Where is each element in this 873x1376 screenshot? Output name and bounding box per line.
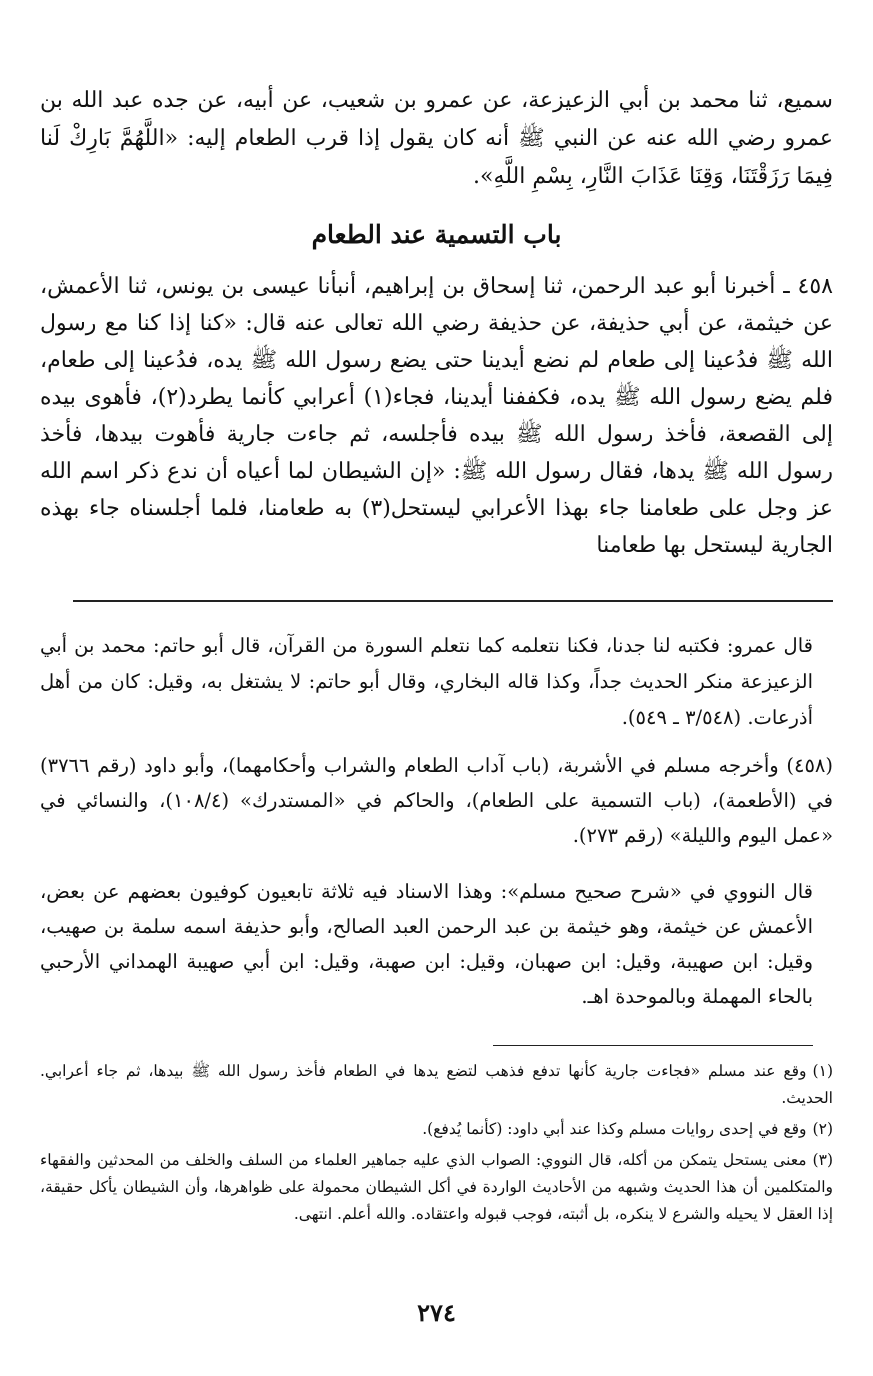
footnote-divider: [493, 1045, 813, 1046]
footnote-1: [40, 1058, 833, 1112]
hadith-paragraph: ٤٥٨ ـ أخبرنا أبو عبد الرحمن، ثنا إسحاق بن إبراهيم، أنبأنا عيسى بن يونس، ثنا الأعمش، عن خيثمة، عن أبي حذيفة، عن حذيفة رضي الله تعالى عنه قال: «كنا إذا كنا مع رسول الله ﷺ فدُعينا إلى طعام لم نضع أيدينا حتى يضع رسول الله ﷺ يده، فدُعينا إلى طعام، فلم يضع رسول الله ﷺ يده، فكففنا أيدينا، فجاء(١) أعرابي كأنما يطرد(٢)، فأهوى بيده إلى القصعة، فأخذ رسول الله ﷺ بيده فأجلسه، ثم جاءت جارية فأهوت بيدها، فأخذ رسول الله ﷺ يدها، فقال رسول الله ﷺ: «إن الشيطان لما أعياه أن ندع ذكر اسم الله عز وجل على طعامنا جاء بهذا الأعرابي ليستحل(٣) به طعامنا، فلما أجلسناه جاء بهذه الجارية ليستحل بها طعامنا: [40, 274, 834, 558]
footnote-text: وقع في إحدى روايات مسلم وكذا عند أبي داود: (كأنما يُدفع).: [422, 1120, 807, 1138]
footnote-number: (١): [812, 1062, 833, 1080]
footnote-text: وقع عند مسلم «فجاءت جارية كأنها تدفع فذهب لتضع يدها في الطعام فأخذ رسول الله ﷺ بيدها، ثم جاء أعرابي. الحديث.: [40, 1062, 833, 1107]
chapter-heading: باب التسمية عند الطعام: [311, 220, 562, 249]
footnote-number: (٣): [812, 1151, 833, 1169]
main-divider: [73, 600, 833, 602]
commentary-paragraph: قال عمرو: فكتبه لنا جدنا، فكنا نتعلمه كما نتعلم السورة من القرآن، قال أبو حاتم: محمد بن أبي الزعيزعة منكر الحديث جداً، وكذا قاله البخاري، وقال أبو حاتم: لا يشتغل به، وقيل: كان من أهل أذرعات. (٣/٥٤٨ ـ ٥٤٩).: [40, 634, 813, 729]
page-number: ٢٧٤: [417, 1298, 456, 1327]
takhrij-paragraph: (٤٥٨) وأخرجه مسلم في الأشربة، (باب آداب الطعام والشراب وأحكامهما)، وأبو داود (رقم ٣٧٦٦) في (الأطعمة)، (باب التسمية على الطعام)، والحاكم في «المستدرك» (١٠٨/٤)، والنسائي في «عمل اليوم والليلة» (رقم ٢٧٣).: [40, 754, 833, 847]
nawawi-paragraph: قال النووي في «شرح صحيح مسلم»: وهذا الاسناد فيه ثلاثة تابعيون كوفيون بعضهم عن بعض، الأعمش عن خيثمة، وهو خيثمة بن عبد الرحمن العبد الصالح، وأبو حذيفة اسمه سلمة بن صهيب، وقيل: ابن صهيبة، وقيل: ابن صهبان، وقيل: ابن صهبة، وقيل: ابن أبي صهيبة الهمداني الأرحبي بالحاء المهملة وبالموحدة اهـ.: [40, 880, 813, 1008]
footnote-2: [40, 1116, 833, 1143]
intro-paragraph: سميع، ثنا محمد بن أبي الزعيزعة، عن عمرو بن شعيب، عن أبيه، عن جده عبد الله بن عمرو رضي الله عنه عن النبي ﷺ أنه كان يقول إذا قرب الطعام إليه: «اللَّهُمَّ بَارِكْ لَنا فِيمَا رَزَقْتَنَا، وَقِنَا عَذَابَ النَّارِ، بِسْمِ اللَّهِ».: [40, 88, 833, 189]
footnotes: [40, 1058, 833, 1232]
footnote-number: (٢): [812, 1120, 833, 1138]
footnote-3: [40, 1147, 833, 1228]
footnote-text: معنى يستحل يتمكن من أكله، قال النووي: الصواب الذي عليه جماهير العلماء من السلف والخلف من المحدثين والفقهاء والمتكلمين أن هذا الحديث وشبهه من الأحاديث الواردة في أكل الشيطان محمولة على ظواهرها، وأن الشيطان يأكل حقيقة، إذا العقل لا يحيله والشرع لا ينكره، بل أثبته، فوجب قبوله واعتقاده. والله أعلم. انتهى.: [40, 1151, 833, 1223]
